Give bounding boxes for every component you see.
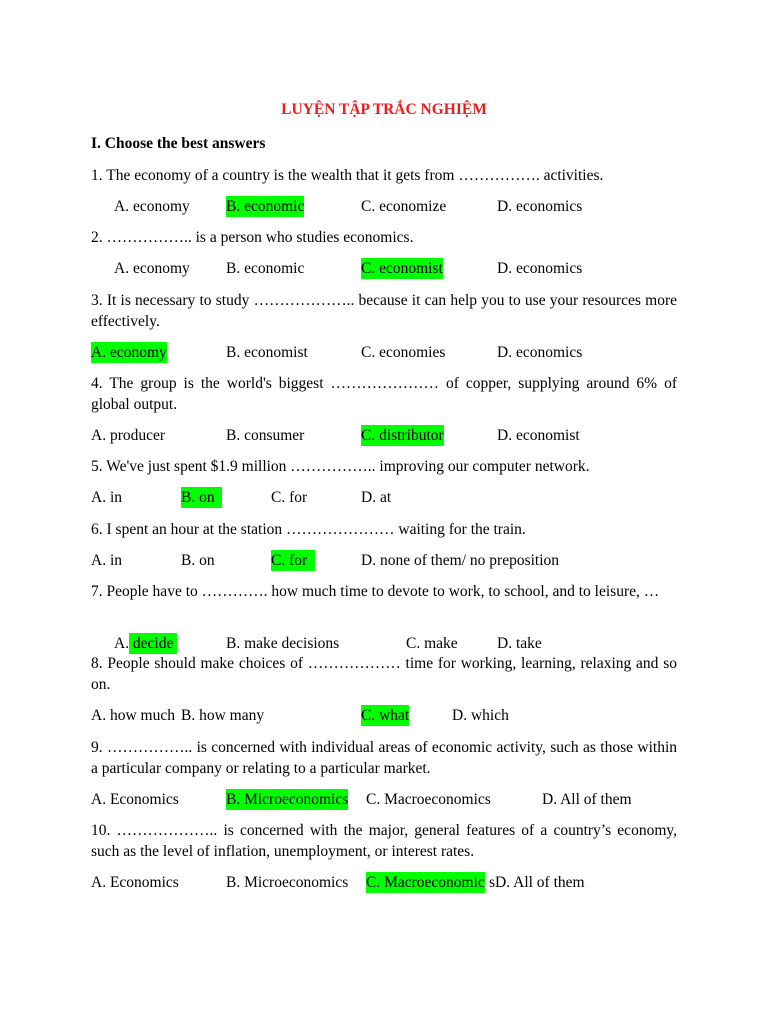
option-8c-correct: C. what	[361, 707, 410, 724]
option-5c: C. for	[271, 489, 308, 506]
options-4	[0, 425, 768, 446]
options-2	[0, 258, 768, 279]
section-heading: I. Choose the best answers	[91, 135, 266, 152]
option-2a: A. economy	[114, 260, 190, 277]
option-5d: D. at	[361, 489, 392, 506]
option-6c-correct: C. for	[271, 552, 315, 569]
question-9: 9. …………….. is concerned with individual areas of economic activity, such as those within a particular company or relating to a particular market.	[91, 739, 677, 777]
option-9a: A. Economics	[91, 791, 179, 808]
option-5b-correct: B. on	[181, 489, 223, 506]
option-5a: A. in	[91, 489, 122, 506]
option-10a: A. Economics	[91, 874, 179, 891]
option-8a: A. how much	[91, 707, 175, 724]
option-9b-correct: B. Microeconomics	[226, 791, 349, 808]
options-8	[0, 705, 768, 726]
option-6d: D. none of them/ no preposition	[361, 552, 560, 569]
question-2: 2. …………….. is a person who studies economics.	[91, 229, 414, 246]
page-title: LUYỆN TẬP TRẮC NGHIỆM	[281, 101, 487, 118]
question-5: 5. We've just spent $1.9 million …………….. improving our computer network.	[91, 458, 590, 475]
option-1a: A. economy	[114, 198, 190, 215]
question-1: 1. The economy of a country is the wealth that it gets from ……………. activities.	[91, 167, 604, 184]
options-9	[0, 789, 768, 810]
option-1d: D. economics	[497, 198, 583, 215]
question-6: 6. I spent an hour at the station ………………… waiting for the train.	[91, 521, 526, 538]
option-2c-correct: C. economist	[361, 260, 443, 277]
option-3b: B. economist	[226, 344, 308, 361]
option-3c: C. economies	[361, 344, 446, 361]
option-1b-correct: B. economic	[226, 198, 305, 215]
options-1	[0, 196, 768, 217]
option-6a: A. in	[91, 552, 122, 569]
option-6b: B. on	[181, 552, 215, 569]
option-2b: B. economic	[226, 260, 305, 277]
option-3a-correct: A. economy	[91, 344, 167, 361]
question-7: 7. People have to …………. how much time to devote to work, to school, and to leisure, …	[91, 583, 660, 600]
question-3: 3. It is necessary to study ……………….. because it can help you to use your resources more effectively.	[91, 292, 677, 330]
options-5	[0, 487, 768, 508]
option-8d: D. which	[452, 707, 509, 724]
option-7a-correct-text: decide	[129, 635, 178, 652]
option-1c: C. economize	[361, 198, 447, 215]
options-10	[0, 872, 768, 893]
option-4b: B. consumer	[226, 427, 305, 444]
options-6	[0, 550, 768, 571]
option-7d: D. take	[497, 635, 542, 652]
option-2d: D. economics	[497, 260, 583, 277]
option-9c: C. Macroeconomics	[366, 791, 491, 808]
option-4c-correct: C. distributor	[361, 427, 444, 444]
option-7a: A.	[114, 635, 130, 652]
option-7b: B. make decisions	[226, 635, 340, 652]
options-3	[0, 342, 768, 363]
option-9d: D. All of them	[542, 791, 632, 808]
question-8: 8. People should make choices of ……………… time for working, learning, relaxing and so on.	[91, 655, 677, 693]
option-10c-correct: C. Macroeconomic	[366, 874, 485, 891]
option-10d: sD. All of them	[489, 874, 585, 891]
option-10b: B. Microeconomics	[226, 874, 349, 891]
options-7	[0, 633, 768, 654]
option-4a: A. producer	[91, 427, 166, 444]
question-10: 10. ……………….. is concerned with the major, general features of a country’s economy, such as the level of inflation, unemployment, or interest rates.	[91, 822, 677, 860]
question-4: 4. The group is the world's biggest ………………… of copper, supplying around 6% of global output.	[91, 375, 677, 413]
option-8b: B. how many	[181, 707, 265, 724]
option-3d: D. economics	[497, 344, 583, 361]
option-4d: D. economist	[497, 427, 580, 444]
option-7c: C. make	[406, 635, 458, 652]
